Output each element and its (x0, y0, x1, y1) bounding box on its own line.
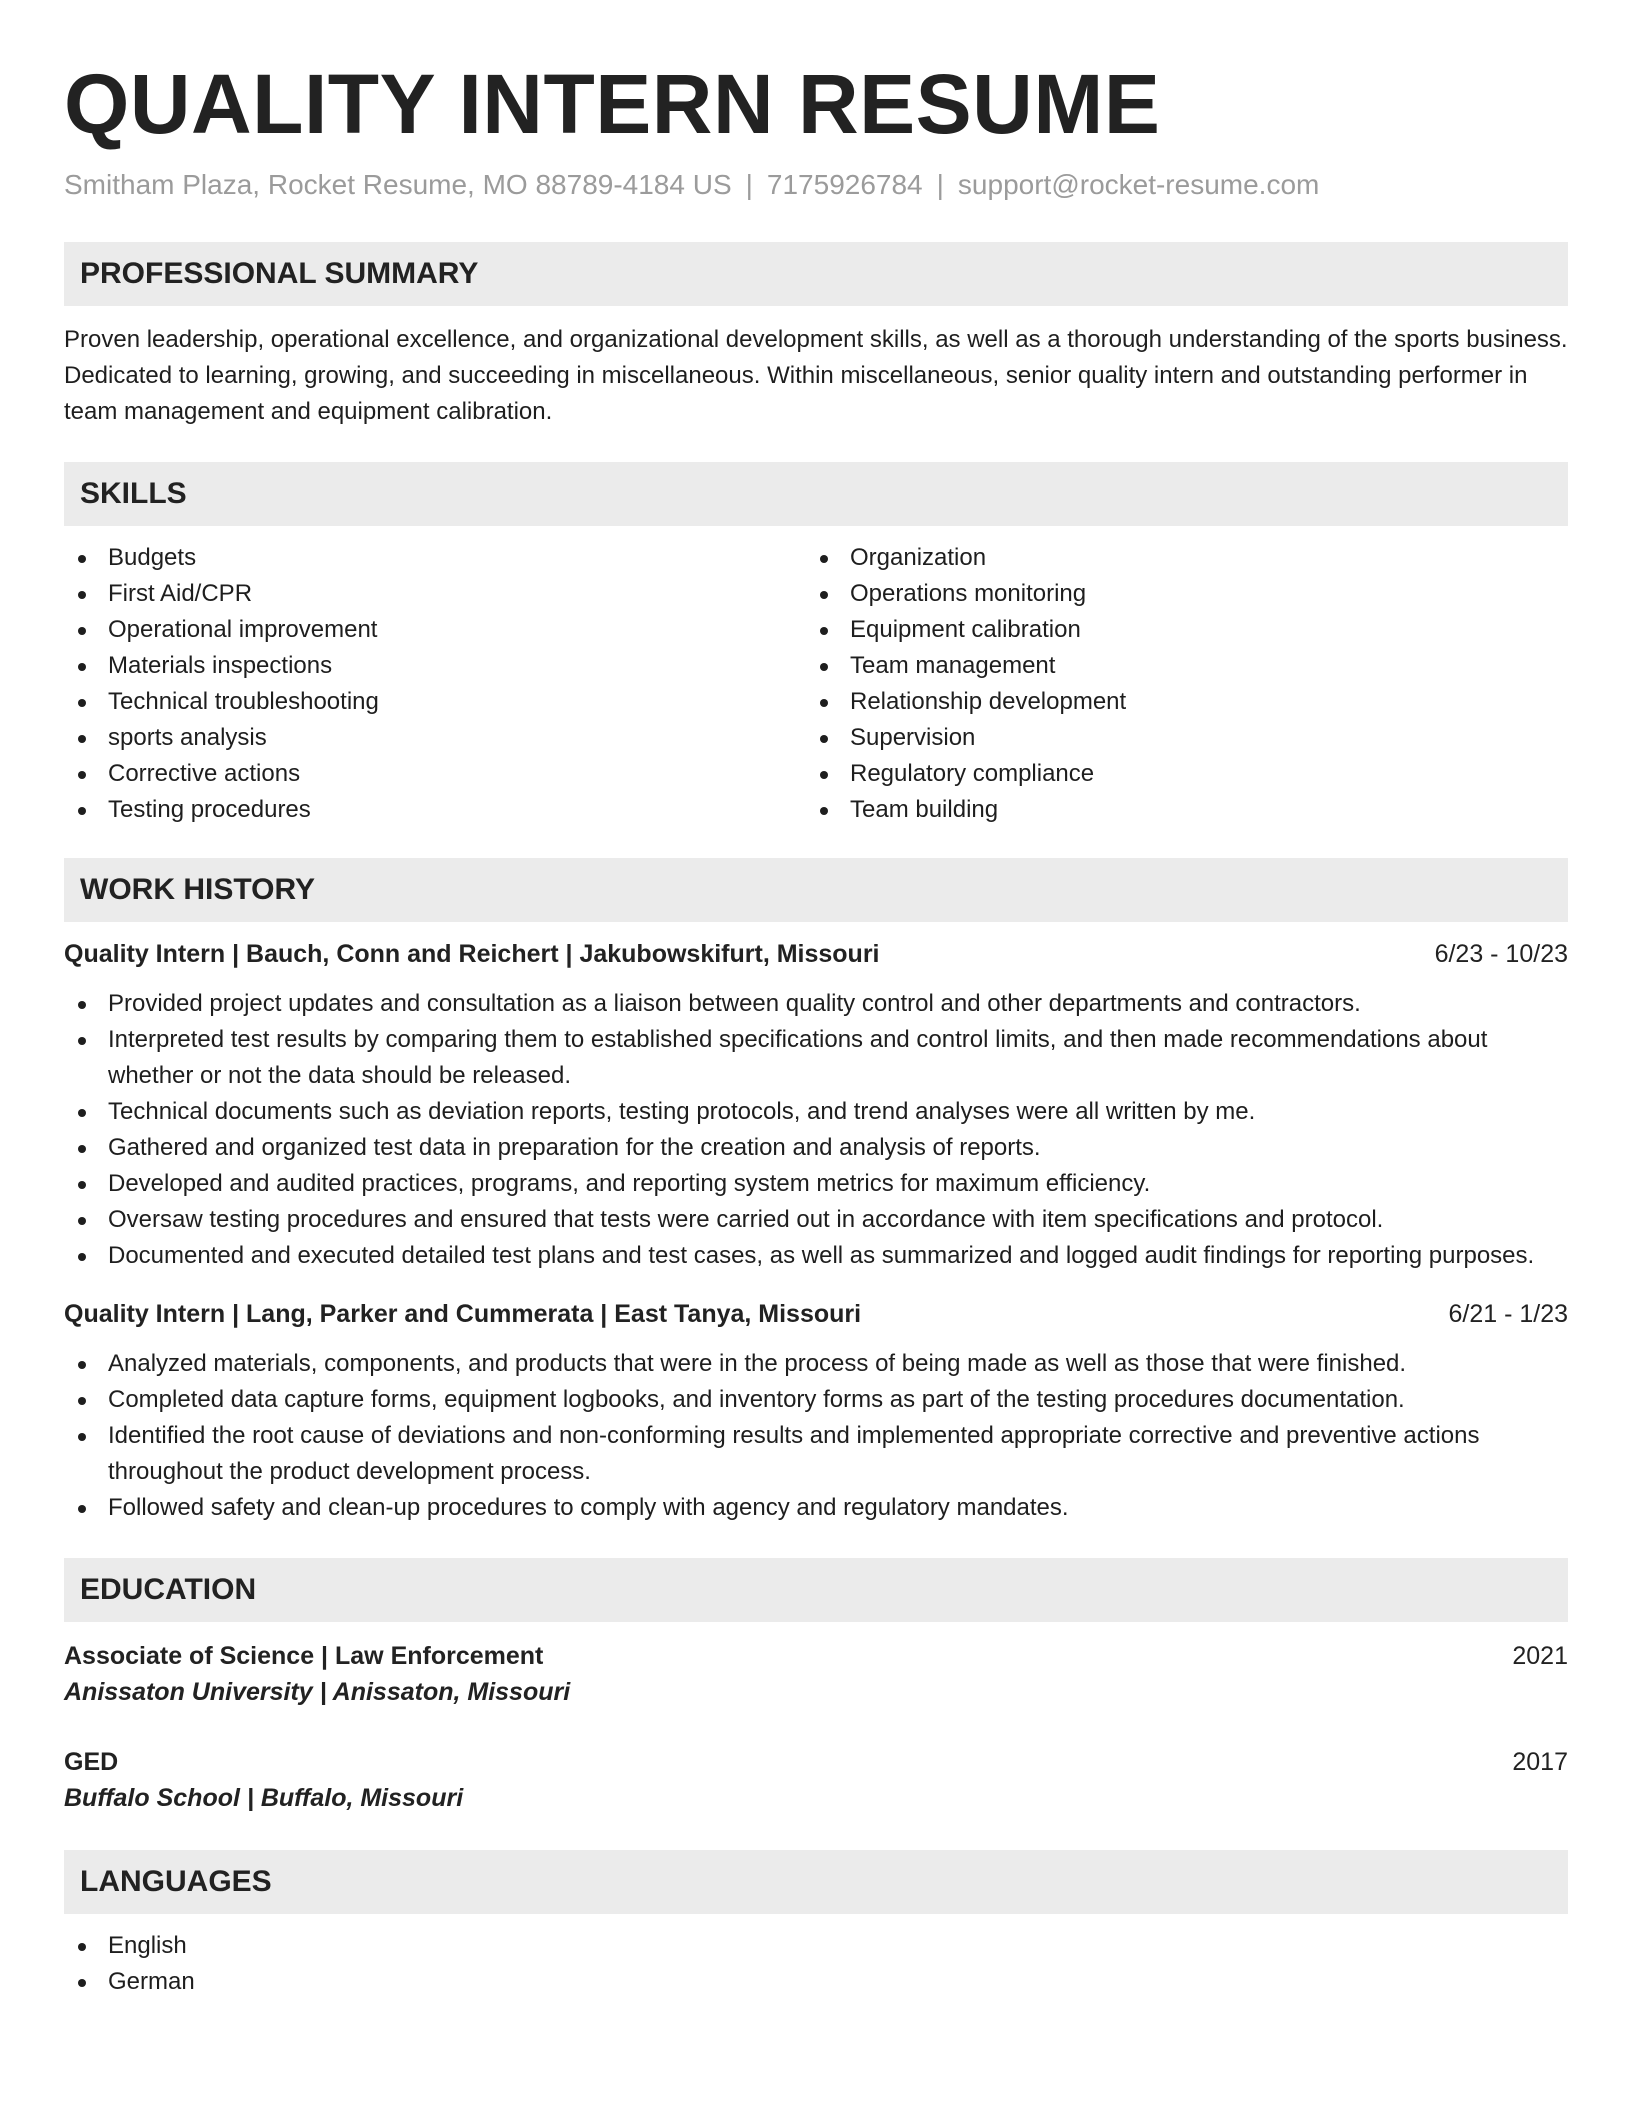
bullet-dot-icon (78, 699, 86, 707)
education-year: 2017 (1512, 1748, 1568, 1776)
job-bullet-text: Developed and audited practices, programs, and reporting system metrics for maximum efficiency. (108, 1170, 1151, 1197)
contact-phone: 7175926784 (766, 169, 923, 200)
skill-item-text: sports analysis (108, 724, 267, 751)
resume-title: QUALITY INTERN RESUME (64, 57, 1161, 151)
job-bullet-text: Oversaw testing procedures and ensured that tests were carried out in accordance with item specifications and protocol. (108, 1206, 1384, 1233)
bullet-dot-icon (78, 1361, 86, 1369)
education-header (64, 1638, 1568, 1674)
job-bullet (64, 1166, 1568, 1202)
job-bullet-text: Followed safety and clean-up procedures to comply with agency and regulatory mandates. (108, 1494, 1069, 1521)
bullet-dot-icon (78, 1109, 86, 1117)
bullet-dot-icon (820, 555, 828, 563)
skill-item (806, 576, 1548, 612)
job-bullet-text: Gathered and organized test data in preparation for the creation and analysis of reports. (108, 1134, 1041, 1161)
skills-heading: SKILLS (64, 462, 1568, 526)
job-bullet (64, 1130, 1568, 1166)
language-item-text: English (108, 1932, 187, 1959)
bullet-dot-icon (820, 699, 828, 707)
skills-list-left (64, 540, 806, 828)
bullet-dot-icon (78, 1397, 86, 1405)
bullet-dot-icon (78, 1979, 86, 1987)
bullet-dot-icon (78, 807, 86, 815)
skill-item (806, 612, 1548, 648)
education-header (64, 1744, 1568, 1780)
education-school: Buffalo School | Buffalo, Missouri (64, 1784, 464, 1812)
contact-separator: | (936, 169, 944, 200)
skill-item-text: Team management (850, 652, 1056, 679)
bullet-dot-icon (78, 1505, 86, 1513)
skill-item-text: Operations monitoring (850, 580, 1087, 607)
language-item (64, 1928, 1568, 1964)
contact-email: support@rocket-resume.com (957, 169, 1320, 200)
job-title: Quality Intern | Lang, Parker and Cummerata | East Tanya, Missouri (64, 1300, 862, 1328)
bullet-dot-icon (78, 591, 86, 599)
skill-item (64, 612, 806, 648)
job-bullet (64, 1022, 1568, 1094)
job-entry (64, 936, 1568, 1274)
skill-item (64, 720, 806, 756)
skill-item-text: Relationship development (850, 688, 1127, 715)
skill-item-text: Equipment calibration (850, 616, 1081, 643)
bullet-dot-icon (78, 1943, 86, 1951)
job-bullet-text: Provided project updates and consultation as a liaison between quality control and other departments and contractors. (108, 990, 1361, 1017)
job-bullet-text: Technical documents such as deviation reports, testing protocols, and trend analyses were all written by me. (108, 1098, 1256, 1125)
job-dates: 6/21 - 1/23 (1448, 1300, 1568, 1328)
bullet-dot-icon (820, 591, 828, 599)
job-bullet (64, 1418, 1568, 1490)
languages-heading: LANGUAGES (64, 1850, 1568, 1914)
bullet-dot-icon (78, 627, 86, 635)
bullet-dot-icon (78, 663, 86, 671)
education-entry (64, 1744, 1568, 1816)
job-dates: 6/23 - 10/23 (1434, 940, 1568, 968)
contact-address: Smitham Plaza, Rocket Resume, MO 88789-4184 US (64, 169, 732, 200)
skill-item (806, 648, 1548, 684)
job-bullet-text: Identified the root cause of deviations and non-conforming results and implemented appropriate corrective and preventive actions throughout the product development process. (108, 1422, 1480, 1485)
bullet-dot-icon (820, 771, 828, 779)
job-bullets (64, 986, 1568, 1274)
skill-item (806, 792, 1548, 828)
skill-item-text: Organization (850, 544, 987, 571)
job-bullet-text: Completed data capture forms, equipment logbooks, and inventory forms as part of the testing procedures documentation. (108, 1386, 1405, 1413)
skill-item-text: Supervision (850, 724, 976, 751)
job-bullet (64, 1490, 1568, 1526)
job-bullet (64, 1094, 1568, 1130)
skill-item (64, 756, 806, 792)
bullet-dot-icon (820, 807, 828, 815)
skill-item-text: First Aid/CPR (108, 580, 253, 607)
bullet-dot-icon (78, 1181, 86, 1189)
job-bullet-text: Documented and executed detailed test plans and test cases, as well as summarized and logged audit findings for reporting purposes. (108, 1242, 1535, 1269)
skill-item (806, 540, 1548, 576)
education-year: 2021 (1512, 1642, 1568, 1670)
skill-item-text: Regulatory compliance (850, 760, 1095, 787)
skill-item-text: Materials inspections (108, 652, 333, 679)
skill-item (806, 756, 1548, 792)
job-header (64, 1296, 1568, 1332)
skills-list-right (806, 540, 1548, 828)
education-entry (64, 1638, 1568, 1710)
job-bullet-text: Analyzed materials, components, and products that were in the process of being made as well as those that were finished. (108, 1350, 1407, 1377)
education-school: Anissaton University | Anissaton, Missouri (64, 1678, 571, 1706)
bullet-dot-icon (820, 663, 828, 671)
skill-item (64, 792, 806, 828)
bullet-dot-icon (78, 1433, 86, 1441)
bullet-dot-icon (78, 1037, 86, 1045)
job-header (64, 936, 1568, 972)
skill-item (64, 684, 806, 720)
education-heading: EDUCATION (64, 1558, 1568, 1622)
bullet-dot-icon (820, 627, 828, 635)
bullet-dot-icon (78, 1001, 86, 1009)
work-history-list (64, 936, 1568, 1526)
language-item-text: German (108, 1968, 195, 1995)
language-item (64, 1964, 1568, 2000)
skill-item-text: Team building (850, 796, 999, 823)
education-list (64, 1638, 1568, 1816)
skill-item-text: Corrective actions (108, 760, 301, 787)
skill-item (64, 576, 806, 612)
summary-text: Proven leadership, operational excellence, and organizational development skills, as well as a thorough understanding of the sports business. Dedicated to learning, growing, and succeeding in miscellaneous. Within miscellaneous, senior quality intern and outstanding performer in team management and equipment calibration. (64, 326, 1568, 425)
skill-item-text: Testing procedures (108, 796, 311, 823)
bullet-dot-icon (78, 771, 86, 779)
skills-grid (64, 540, 1568, 828)
skill-item (64, 540, 806, 576)
bullet-dot-icon (78, 1217, 86, 1225)
job-bullet-text: Interpreted test results by comparing them to established specifications and control limits, and then made recommendations about whether or not the data should be released. (108, 1026, 1488, 1089)
skill-item (806, 720, 1548, 756)
job-entry (64, 1296, 1568, 1526)
summary-heading: PROFESSIONAL SUMMARY (64, 242, 1568, 306)
skill-item-text: Technical troubleshooting (108, 688, 379, 715)
bullet-dot-icon (78, 735, 86, 743)
job-bullet (64, 1202, 1568, 1238)
skill-item (806, 684, 1548, 720)
job-bullet (64, 1382, 1568, 1418)
job-title: Quality Intern | Bauch, Conn and Reichert | Jakubowskifurt, Missouri (64, 940, 880, 968)
job-bullet (64, 1238, 1568, 1274)
bullet-dot-icon (820, 735, 828, 743)
bullet-dot-icon (78, 1145, 86, 1153)
job-bullets (64, 1346, 1568, 1526)
job-bullet (64, 1346, 1568, 1382)
education-degree: Associate of Science | Law Enforcement (64, 1642, 544, 1670)
languages-list (64, 1928, 1568, 2000)
work-history-heading: WORK HISTORY (64, 858, 1568, 922)
skill-item (64, 648, 806, 684)
bullet-dot-icon (78, 555, 86, 563)
contact-line (64, 168, 1568, 202)
bullet-dot-icon (78, 1253, 86, 1261)
skill-item-text: Operational improvement (108, 616, 378, 643)
skill-item-text: Budgets (108, 544, 197, 571)
job-bullet (64, 986, 1568, 1022)
education-degree: GED (64, 1748, 119, 1776)
contact-separator: | (745, 169, 753, 200)
